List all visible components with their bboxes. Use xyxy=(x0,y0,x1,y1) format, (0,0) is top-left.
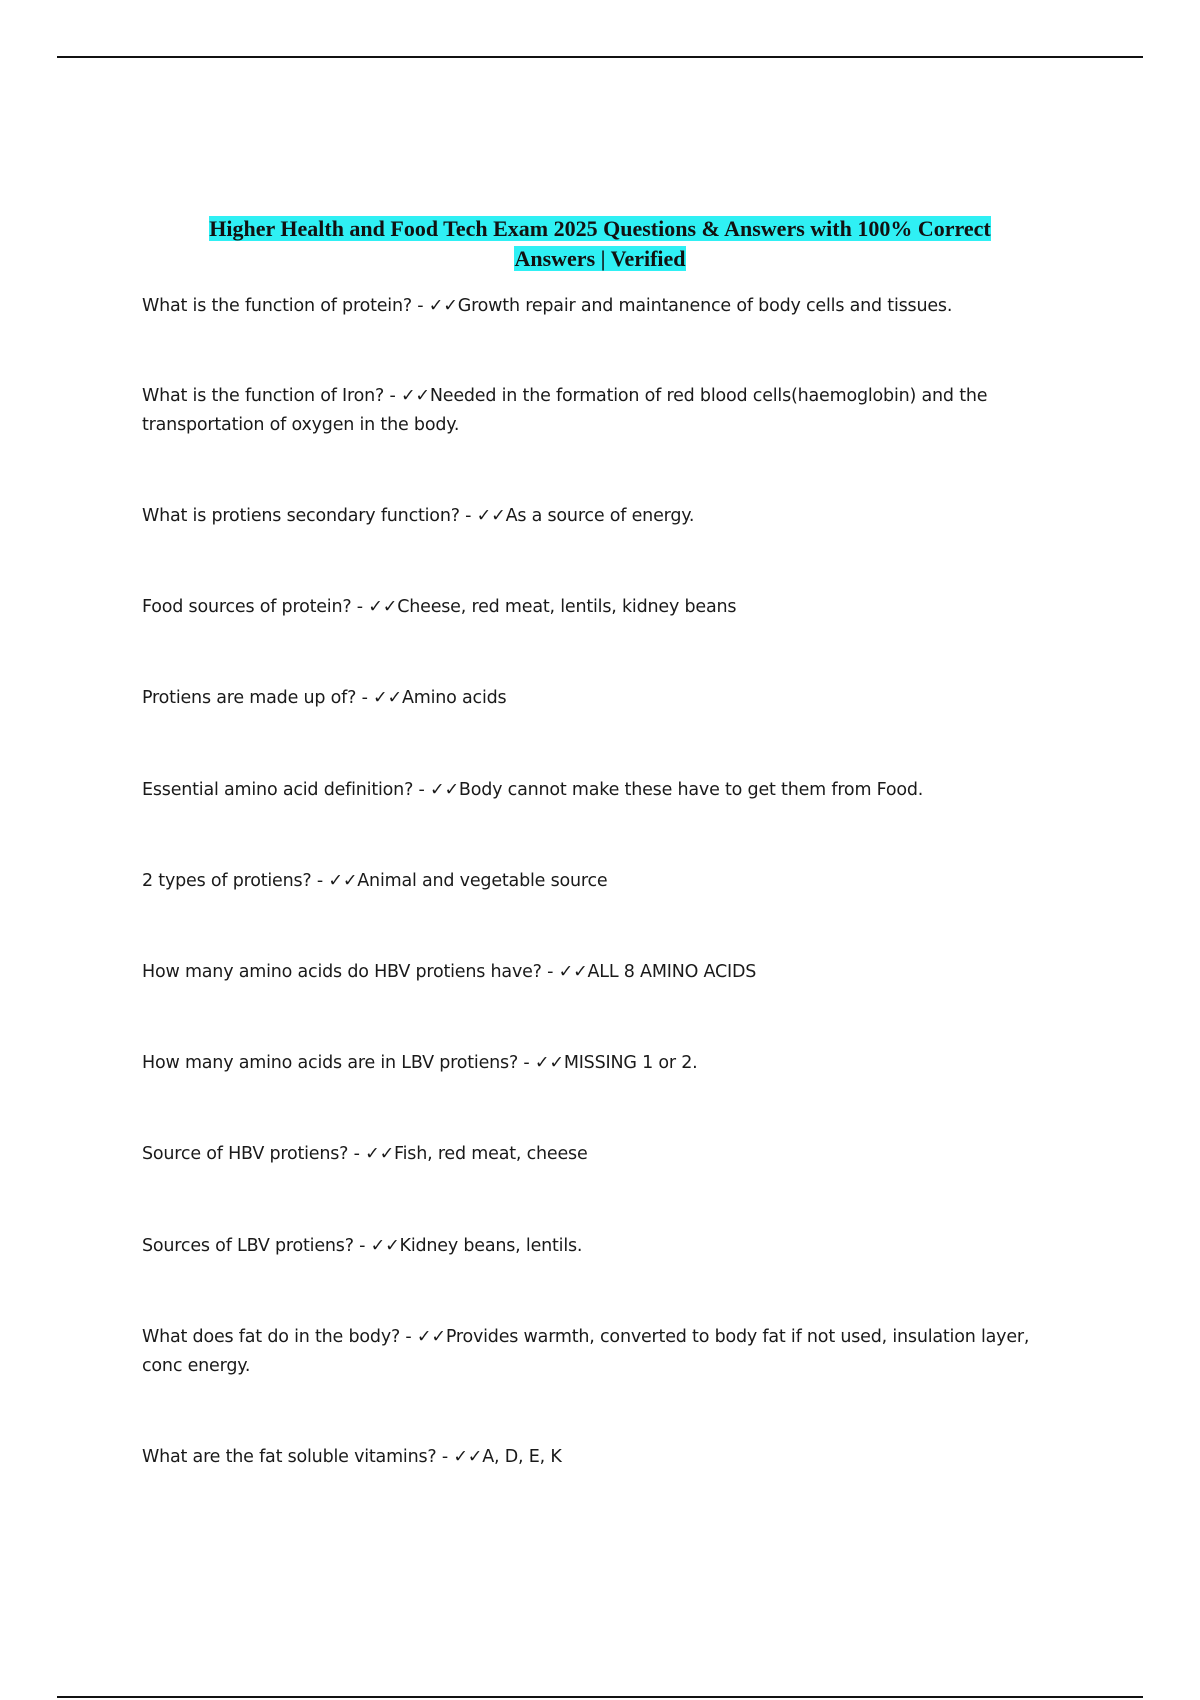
qa-item-8: How many amino acids do HBV protiens have? - ✓✓ALL 8 AMINO ACIDS xyxy=(142,962,757,982)
title-line-2: Answers | Verified xyxy=(514,246,686,271)
qa-item-13: What are the fat soluble vitamins? - ✓✓A, D, E, K xyxy=(142,1447,562,1467)
qa-item-7: 2 types of protiens? - ✓✓Animal and vegetable source xyxy=(142,871,608,891)
qa-item-6: Essential amino acid definition? - ✓✓Body cannot make these have to get them from Food. xyxy=(142,780,924,800)
title-line-1: Higher Health and Food Tech Exam 2025 Questions & Answers with 100% Correct xyxy=(209,216,991,241)
qa-item-10: Source of HBV protiens? - ✓✓Fish, red meat, cheese xyxy=(142,1144,588,1164)
qa-item-9: How many amino acids are in LBV protiens? - ✓✓MISSING 1 or 2. xyxy=(142,1053,698,1073)
qa-item-11: Sources of LBV protiens? - ✓✓Kidney beans, lentils. xyxy=(142,1236,583,1256)
qa-item-12: What does fat do in the body? - ✓✓Provides warmth, converted to body fat if not used, insulation layer, conc energy. xyxy=(142,1327,1030,1376)
qa-item-1: What is the function of protein? - ✓✓Growth repair and maintanence of body cells and tissues. xyxy=(142,296,953,316)
qa-item-3: What is protiens secondary function? - ✓✓As a source of energy. xyxy=(142,506,695,526)
qa-item-5: Protiens are made up of? - ✓✓Amino acids xyxy=(142,688,507,708)
qa-item-4: Food sources of protein? - ✓✓Cheese, red meat, lentils, kidney beans xyxy=(142,597,737,617)
bottom-rule xyxy=(57,1696,1143,1698)
top-rule xyxy=(57,56,1143,58)
qa-item-2: What is the function of Iron? - ✓✓Needed in the formation of red blood cells(haemoglobin) and the transportation of oxygen in the body. xyxy=(142,386,988,435)
document-title xyxy=(150,214,1050,274)
